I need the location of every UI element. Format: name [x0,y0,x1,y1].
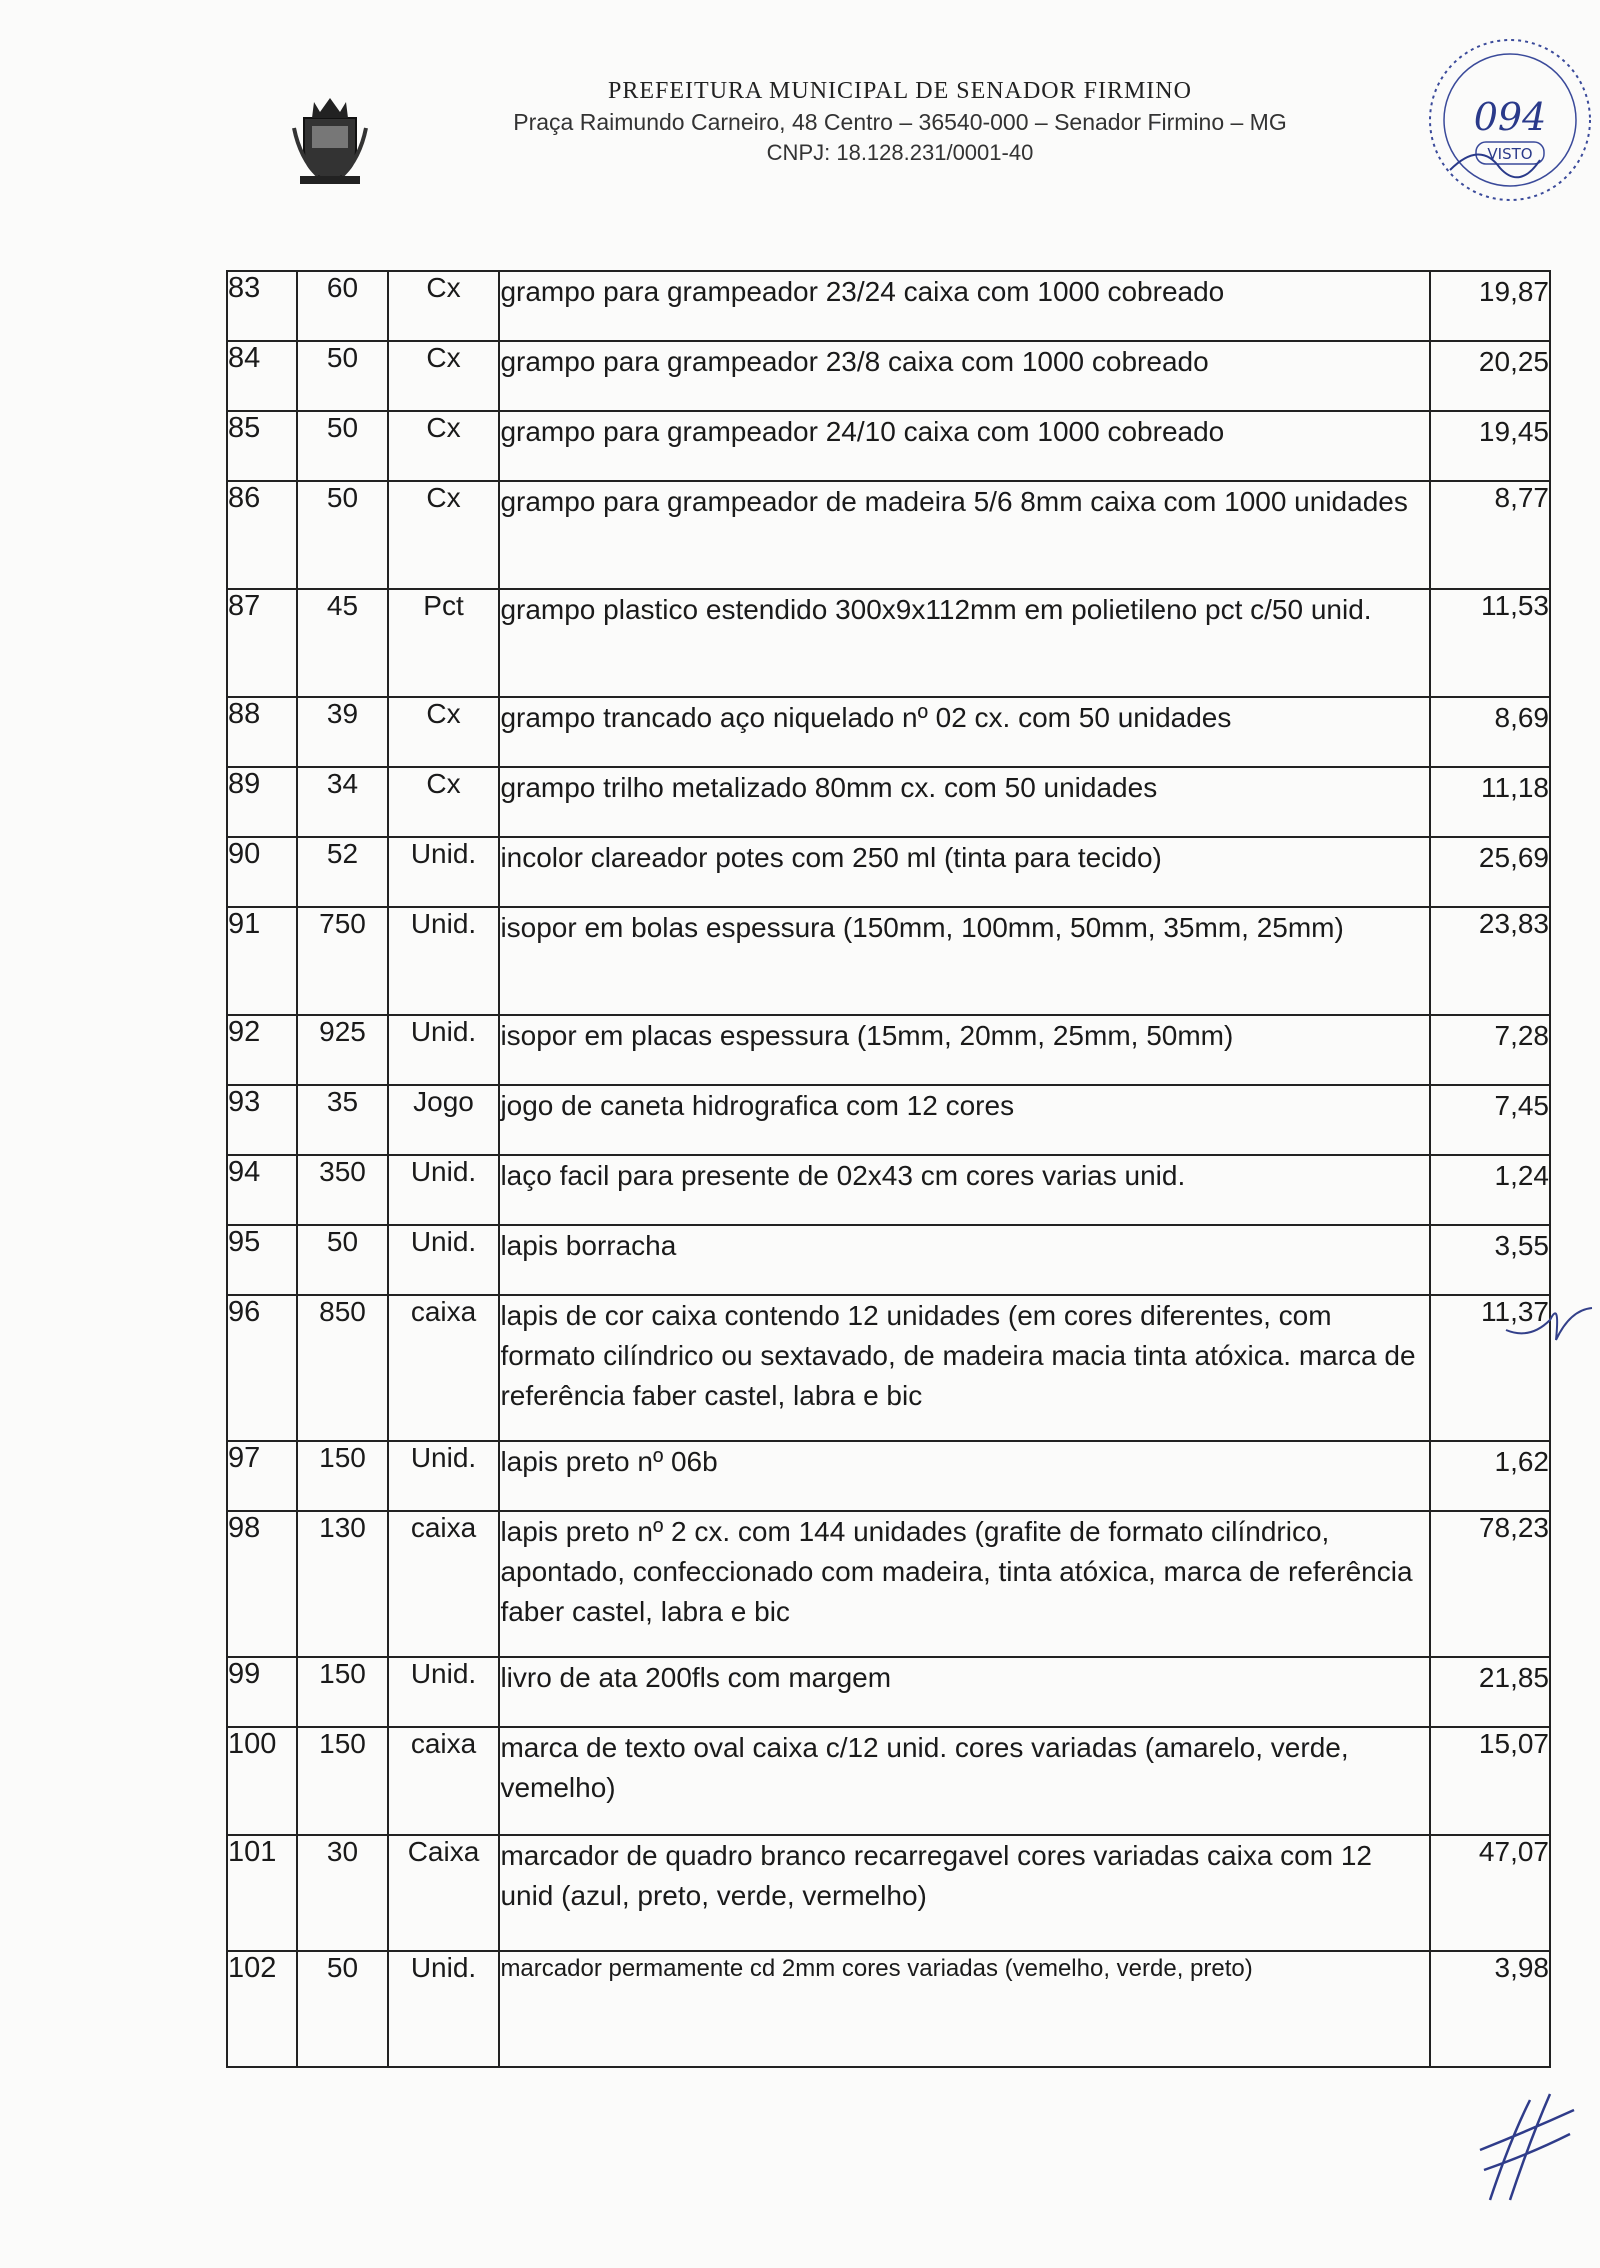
item-quantity: 130 [297,1511,387,1657]
item-price: 7,45 [1430,1085,1550,1155]
item-price: 1,24 [1430,1155,1550,1225]
item-price: 8,69 [1430,697,1550,767]
org-cnpj: CNPJ: 18.128.231/0001-40 [766,140,1034,165]
item-number: 92 [227,1015,297,1085]
item-number: 84 [227,341,297,411]
commission-stamp-icon [1420,30,1600,210]
item-number: 88 [227,697,297,767]
item-number: 100 [227,1727,297,1835]
item-description: livro de ata 200fls com margem [499,1657,1429,1727]
item-price: 19,87 [1430,271,1550,341]
item-number: 93 [227,1085,297,1155]
item-description: marca de texto oval caixa c/12 unid. cores variadas (amarelo, verde, vemelho) [499,1727,1429,1835]
item-price: 78,23 [1430,1511,1550,1657]
item-unit: Pct [388,589,500,697]
item-unit: Unid. [388,1441,500,1511]
item-quantity: 350 [297,1155,387,1225]
table-row [227,1657,1550,1727]
item-price: 19,45 [1430,411,1550,481]
item-number: 96 [227,1295,297,1441]
item-unit: Unid. [388,907,500,1015]
item-number: 95 [227,1225,297,1295]
table-row [227,1155,1550,1225]
item-unit: Cx [388,271,500,341]
item-price: 25,69 [1430,837,1550,907]
table-row [227,1835,1550,1951]
item-number: 85 [227,411,297,481]
item-unit: Cx [388,411,500,481]
item-unit: caixa [388,1295,500,1441]
municipal-crest-icon [290,88,370,188]
handwritten-initials-icon [1500,1280,1600,1360]
items-table-body [227,271,1550,2067]
table-row [227,341,1550,411]
item-description: lapis preto nº 2 cx. com 144 unidades (grafite de formato cilíndrico, apontado, confeccionado com madeira, tinta atóxica, marca de referência faber castel, labra e bic [499,1511,1429,1657]
item-unit: Unid. [388,1657,500,1727]
item-quantity: 150 [297,1441,387,1511]
item-price: 47,07 [1430,1835,1550,1951]
item-unit: caixa [388,1727,500,1835]
item-unit: Cx [388,341,500,411]
item-number: 97 [227,1441,297,1511]
item-price: 21,85 [1430,1657,1550,1727]
table-row [227,1295,1550,1441]
table-row [227,1951,1550,2067]
item-description: lapis preto nº 06b [499,1441,1429,1511]
item-quantity: 35 [297,1085,387,1155]
document-header [0,70,1600,190]
item-unit: Unid. [388,1951,500,2067]
item-description: incolor clareador potes com 250 ml (tinta para tecido) [499,837,1429,907]
item-description: jogo de caneta hidrografica com 12 cores [499,1085,1429,1155]
item-description: lapis de cor caixa contendo 12 unidades (em cores diferentes, com formato cilíndrico ou sextavado, de madeira macia tinta atóxica. marca de referência faber castel, labra e bic [499,1295,1429,1441]
table-row [227,271,1550,341]
item-quantity: 50 [297,1951,387,2067]
table-row [227,481,1550,589]
item-price: 11,53 [1430,589,1550,697]
item-unit: caixa [388,1511,500,1657]
org-name: PREFEITURA MUNICIPAL DE SENADOR FIRMINO [608,78,1192,104]
item-quantity: 925 [297,1015,387,1085]
item-description: grampo para grampeador 24/10 caixa com 1000 cobreado [499,411,1429,481]
table-row [227,907,1550,1015]
item-description: isopor em placas espessura (15mm, 20mm, 25mm, 50mm) [499,1015,1429,1085]
item-quantity: 30 [297,1835,387,1951]
table-row [227,589,1550,697]
item-quantity: 52 [297,837,387,907]
handwritten-signature-icon [1470,2080,1580,2210]
item-number: 101 [227,1835,297,1951]
items-table [226,270,1551,2068]
item-price: 3,98 [1430,1951,1550,2067]
item-quantity: 150 [297,1727,387,1835]
item-description: isopor em bolas espessura (150mm, 100mm, 50mm, 35mm, 25mm) [499,907,1429,1015]
table-row [227,1225,1550,1295]
item-number: 99 [227,1657,297,1727]
item-unit: Cx [388,697,500,767]
item-description: grampo para grampeador 23/8 caixa com 1000 cobreado [499,341,1429,411]
item-unit: Jogo [388,1085,500,1155]
item-price: 15,07 [1430,1727,1550,1835]
item-quantity: 45 [297,589,387,697]
table-row [227,767,1550,837]
item-price: 8,77 [1430,481,1550,589]
item-quantity: 50 [297,411,387,481]
item-description: grampo plastico estendido 300x9x112mm em polietileno pct c/50 unid. [499,589,1429,697]
item-number: 98 [227,1511,297,1657]
item-price: 23,83 [1430,907,1550,1015]
item-quantity: 34 [297,767,387,837]
item-unit: Caixa [388,1835,500,1951]
item-quantity: 50 [297,341,387,411]
item-unit: Unid. [388,1155,500,1225]
item-quantity: 50 [297,481,387,589]
item-price: 11,37 [1430,1295,1550,1441]
item-price: 20,25 [1430,341,1550,411]
item-unit: Cx [388,481,500,589]
item-number: 90 [227,837,297,907]
item-number: 86 [227,481,297,589]
stamp-label: VISTO [1487,145,1533,163]
item-price: 3,55 [1430,1225,1550,1295]
table-row [227,1015,1550,1085]
item-description: grampo trancado aço niquelado nº 02 cx. com 50 unidades [499,697,1429,767]
item-number: 87 [227,589,297,697]
item-unit: Unid. [388,837,500,907]
table-row [227,697,1550,767]
item-quantity: 850 [297,1295,387,1441]
table-row [227,1085,1550,1155]
table-row [227,837,1550,907]
item-number: 91 [227,907,297,1015]
item-description: grampo para grampeador 23/24 caixa com 1000 cobreado [499,271,1429,341]
table-row [227,1441,1550,1511]
item-unit: Unid. [388,1015,500,1085]
item-quantity: 60 [297,271,387,341]
item-description: grampo para grampeador de madeira 5/6 8mm caixa com 1000 unidades [499,481,1429,589]
item-quantity: 750 [297,907,387,1015]
item-description: marcador permamente cd 2mm cores variadas (vemelho, verde, preto) [499,1951,1429,2067]
item-number: 94 [227,1155,297,1225]
item-price: 1,62 [1430,1441,1550,1511]
item-unit: Unid. [388,1225,500,1295]
item-unit: Cx [388,767,500,837]
item-description: lapis borracha [499,1225,1429,1295]
item-description: marcador de quadro branco recarregavel cores variadas caixa com 12 unid (azul, preto, verde, vermelho) [499,1835,1429,1951]
item-description: grampo trilho metalizado 80mm cx. com 50 unidades [499,767,1429,837]
table-row [227,1511,1550,1657]
item-quantity: 150 [297,1657,387,1727]
item-number: 89 [227,767,297,837]
stamp-number: 094 [1473,95,1547,139]
item-quantity: 39 [297,697,387,767]
item-number: 102 [227,1951,297,2067]
table-row [227,411,1550,481]
item-number: 83 [227,271,297,341]
table-row [227,1727,1550,1835]
item-price: 11,18 [1430,767,1550,837]
item-description: laço facil para presente de 02x43 cm cores varias unid. [499,1155,1429,1225]
item-quantity: 50 [297,1225,387,1295]
item-price: 7,28 [1430,1015,1550,1085]
org-address: Praça Raimundo Carneiro, 48 Centro – 36540-000 – Senador Firmino – MG [513,109,1287,135]
